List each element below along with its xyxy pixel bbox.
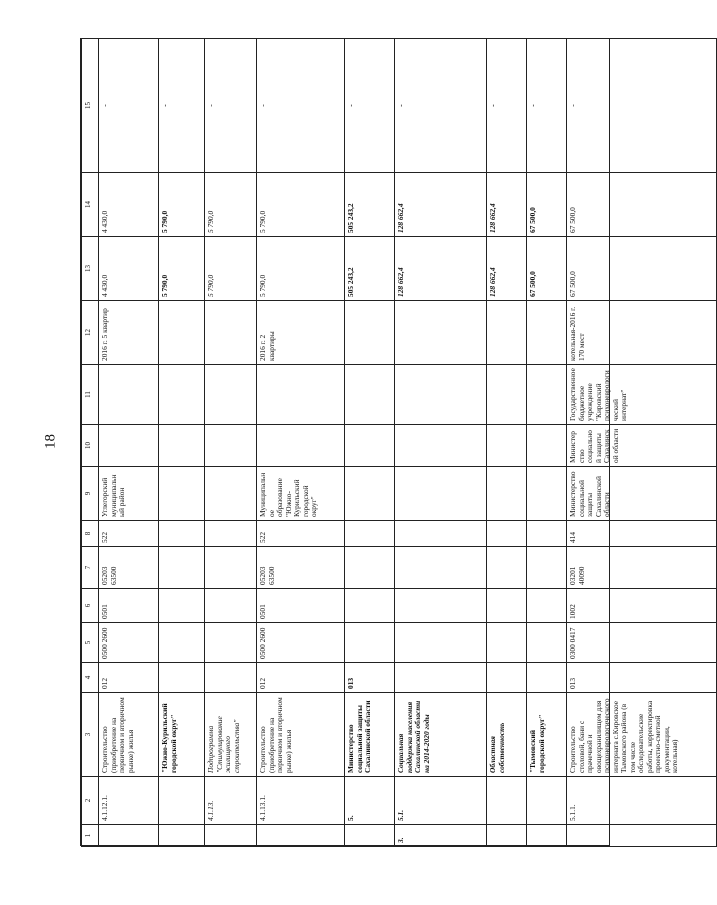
column-header-14: 14: [82, 173, 99, 237]
table-cell: -: [527, 39, 567, 173]
table-cell: [527, 825, 567, 847]
table-cell: [395, 589, 487, 623]
table-cell: 128 662,4: [487, 173, 527, 237]
table-cell: [487, 521, 527, 547]
table-cell: 67 500,0: [527, 173, 567, 237]
table-cell: [205, 425, 257, 467]
table-cell: [159, 425, 205, 467]
table-cell: Областная собственность: [487, 693, 527, 777]
table-cell: [159, 521, 205, 547]
table-cell: [205, 521, 257, 547]
table-area: [80, 38, 680, 846]
table-cell: [567, 825, 717, 847]
table-cell: 5 790,0: [257, 173, 345, 237]
table-cell: [99, 425, 159, 467]
table-cell: [99, 365, 159, 425]
table-cell: [527, 589, 567, 623]
column-header-13: 13: [82, 237, 99, 301]
table-cell: Министерство социальной защиты Сахалинской области: [567, 425, 717, 467]
column-header-6: 6: [82, 589, 99, 623]
table-cell: 1002: [567, 589, 717, 623]
table-cell: [159, 825, 205, 847]
table-cell: [159, 547, 205, 589]
table-cell: [205, 467, 257, 521]
table-cell: 3.: [395, 825, 487, 847]
table-body: [99, 39, 717, 847]
table-cell: Министерство социальной защиты Сахалинской области: [567, 467, 717, 521]
table-cell: 522: [257, 521, 345, 547]
rotated-table-container: [81, 39, 680, 847]
table-cell: [159, 663, 205, 693]
table-cell: 4.1.13.1.: [257, 777, 345, 825]
table-cell: Государственное бюджетное учреждение "Кировский психоневрологический интернат": [567, 365, 717, 425]
table-cell: 4.1.13.: [205, 777, 257, 825]
column-header-15: 15: [82, 39, 99, 173]
table-cell: [345, 301, 395, 365]
table-cell: [487, 589, 527, 623]
table-cell: [395, 425, 487, 467]
table-cell: [205, 663, 257, 693]
table-cell: [205, 547, 257, 589]
table-cell: Социальная поддержка населения Сахалинской области на 2014-2020 годы: [395, 693, 487, 777]
table-cell: [395, 623, 487, 663]
table-cell: [257, 825, 345, 847]
table-cell: [527, 777, 567, 825]
table-cell: [205, 301, 257, 365]
table-cell: [527, 521, 567, 547]
table-cell: 05203 63500: [257, 547, 345, 589]
table-cell: 67 500,0: [567, 173, 717, 237]
table-cell: [527, 467, 567, 521]
table-row: [395, 39, 487, 847]
table-row: [567, 39, 717, 847]
table-row: [159, 39, 205, 847]
table-cell: [159, 623, 205, 663]
column-header-2: 2: [82, 777, 99, 825]
table-cell: [345, 425, 395, 467]
table-cell: 5.: [345, 777, 395, 825]
table-cell: [527, 365, 567, 425]
table-cell: [345, 467, 395, 521]
table-cell: [345, 825, 395, 847]
table-cell: [205, 623, 257, 663]
header-row: [82, 39, 99, 847]
table-cell: 67 500,0: [567, 237, 717, 301]
column-header-9: 9: [82, 467, 99, 521]
table-cell: 0300 0417: [567, 623, 717, 663]
table-cell: [345, 589, 395, 623]
table-row: [205, 39, 257, 847]
table-cell: -: [99, 39, 159, 173]
table-cell: [99, 825, 159, 847]
table-cell: 128 662,4: [395, 173, 487, 237]
table-cell: "Южно-Курильский городской округ": [159, 693, 205, 777]
table-cell: [159, 777, 205, 825]
table-cell: [395, 521, 487, 547]
table-cell: 03201 40090: [567, 547, 717, 589]
column-header-12: 12: [82, 301, 99, 365]
table-cell: 5 790,0: [205, 237, 257, 301]
table-cell: 128 662,4: [487, 237, 527, 301]
table-cell: 012: [99, 663, 159, 693]
table-cell: 5.1.: [395, 777, 487, 825]
table-cell: 2016 г. 2 квартиры: [257, 301, 345, 365]
table-cell: 5 790,0: [159, 237, 205, 301]
table-cell: [159, 589, 205, 623]
table-cell: 5 790,0: [159, 173, 205, 237]
table-cell: [487, 365, 527, 425]
table-cell: Строительство (приобретение на первичном и вторичном рынке) жилья: [257, 693, 345, 777]
table-cell: [487, 301, 527, 365]
table-cell: 67 500,0: [527, 237, 567, 301]
table-cell: -: [395, 39, 487, 173]
table-cell: котельная-2016 г. 170 мест: [567, 301, 717, 365]
column-header-4: 4: [82, 663, 99, 693]
table-cell: 4 430,0: [99, 237, 159, 301]
column-header-7: 7: [82, 547, 99, 589]
table-cell: [395, 467, 487, 521]
table-cell: [257, 365, 345, 425]
table-row: [99, 39, 159, 847]
page-number: 18: [42, 434, 59, 449]
table-cell: 4 430,0: [99, 173, 159, 237]
table-row: [345, 39, 395, 847]
table-cell: 414: [567, 521, 717, 547]
table-cell: [527, 425, 567, 467]
table-cell: -: [345, 39, 395, 173]
table-cell: -: [567, 39, 717, 173]
table-cell: 013: [567, 663, 717, 693]
table-cell: 5 790,0: [205, 173, 257, 237]
table-cell: -: [159, 39, 205, 173]
table-cell: [527, 301, 567, 365]
table-row: [527, 39, 567, 847]
table-cell: Строительство столовой, бани с прачечной и овощехранилищем для психоневрологического интерната с.Кировское Тымовского района (в том числе обследовательские работы, корректировка проектно-сметной документации, котельная): [567, 693, 717, 777]
table-cell: 2016 г. 5 квартир: [99, 301, 159, 365]
table-cell: [205, 589, 257, 623]
table-cell: -: [257, 39, 345, 173]
table-cell: 0501: [257, 589, 345, 623]
table-cell: 128 662,4: [395, 237, 487, 301]
table-cell: [487, 663, 527, 693]
table-row: [487, 39, 527, 847]
table-cell: Муниципальное образование "Южно-Курильский городской округ": [257, 467, 345, 521]
table-cell: 505 243,2: [345, 237, 395, 301]
table-cell: [345, 623, 395, 663]
table-cell: [205, 825, 257, 847]
table-cell: [527, 547, 567, 589]
table-cell: 012: [257, 663, 345, 693]
table-cell: 05203 63500: [99, 547, 159, 589]
table-cell: Подпрограмма "Стимулирование жилищного строительства": [205, 693, 257, 777]
table-cell: 0500 2600: [99, 623, 159, 663]
table-cell: 0500 2600: [257, 623, 345, 663]
table-cell: [159, 301, 205, 365]
table-cell: [395, 547, 487, 589]
table-cell: Углегорский муниципальный район: [99, 467, 159, 521]
column-header-11: 11: [82, 365, 99, 425]
table-cell: 5.1.1.: [567, 777, 717, 825]
column-header-8: 8: [82, 521, 99, 547]
table-cell: [345, 521, 395, 547]
table-cell: [345, 547, 395, 589]
table-cell: [205, 365, 257, 425]
budget-table: [81, 38, 717, 847]
table-cell: [487, 777, 527, 825]
table-cell: 4.1.12.1.: [99, 777, 159, 825]
table-cell: -: [205, 39, 257, 173]
table-row: [257, 39, 345, 847]
table-cell: 522: [99, 521, 159, 547]
table-cell: [159, 467, 205, 521]
table-cell: [487, 825, 527, 847]
column-header-1: 1: [82, 825, 99, 847]
table-cell: 0501: [99, 589, 159, 623]
table-cell: [395, 663, 487, 693]
table-cell: [487, 547, 527, 589]
column-header-3: 3: [82, 693, 99, 777]
table-cell: [345, 365, 395, 425]
table-cell: [487, 425, 527, 467]
table-cell: [395, 365, 487, 425]
table-cell: Министерство социальной защиты Сахалинской области: [345, 693, 395, 777]
table-cell: 013: [345, 663, 395, 693]
table-cell: [527, 663, 567, 693]
table-cell: [527, 623, 567, 663]
table-cell: [487, 467, 527, 521]
table-cell: -: [487, 39, 527, 173]
table-cell: 5 790,0: [257, 237, 345, 301]
table-cell: "Тымовский городской округ": [527, 693, 567, 777]
table-cell: [487, 623, 527, 663]
column-header-5: 5: [82, 623, 99, 663]
table-cell: [159, 365, 205, 425]
table-cell: 505 243,2: [345, 173, 395, 237]
column-header-10: 10: [82, 425, 99, 467]
table-cell: [395, 301, 487, 365]
table-cell: [257, 425, 345, 467]
table-cell: Строительство (приобретение на первичном и вторичном рынке) жилья: [99, 693, 159, 777]
